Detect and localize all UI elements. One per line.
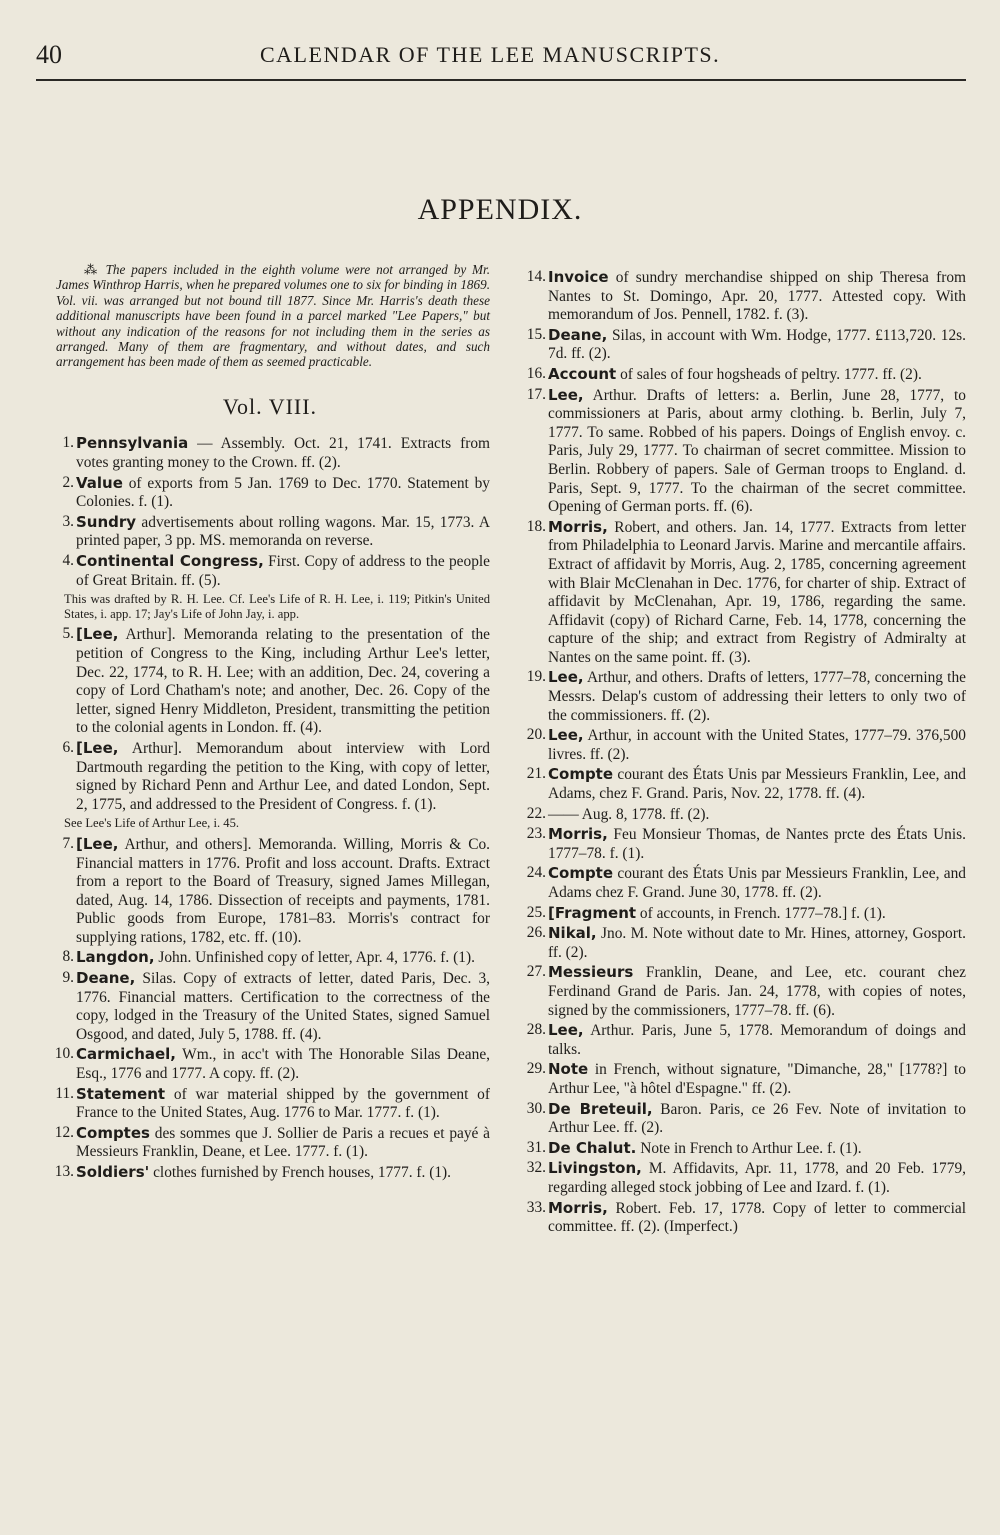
entry-text: — Assembly. Oct. 21, 1741. Extracts from votes granting money to the Crown. ff. (2). — [76, 435, 490, 472]
list-item — [522, 1100, 966, 1138]
entry-text: Note in French to Arthur Lee. f. (1). — [636, 1139, 862, 1157]
list-item — [50, 1045, 490, 1083]
entry-text: des sommes que J. Sollier de Paris a recues et payé à Messieurs Franklin, Deane, et Lee. 1777. f. (1). — [76, 1124, 490, 1161]
entry-number: 10. — [54, 1045, 74, 1063]
entry-heading: Soldiers' — [76, 1163, 150, 1181]
list-item — [522, 864, 966, 902]
entry-heading: Livingston, — [548, 1159, 642, 1178]
intro-note: ⁂ The papers included in the eighth volume were not arranged by Mr. James Winthrop Harris, when he prepared volumes one to six for binding in 1869. Vol. vii. was arranged but not bound till 1877. Since Mr. Harris's death these additional manuscripts have been found in a parcel marked "Lee Papers," but without any indication of the reasons for not including them in the series as arranged. Many of them are fragmentary, and without dates, and such arrangement has been made of them as seemed practicable. — [56, 262, 490, 370]
entry-heading: Value — [76, 473, 123, 492]
entry-number: 14. — [526, 268, 546, 285]
entry-number: 3. — [62, 512, 74, 530]
entry-heading: Deane, — [76, 969, 136, 988]
entry-text: Wm., in acc't with The Honorable Silas Deane, Esq., 1776 and 1777. A copy. ff. (2). — [76, 1046, 490, 1083]
list-item — [522, 924, 966, 962]
entry-number: 5. — [62, 625, 74, 643]
entry-text: Arthur, and others. Drafts of letters, 1777–78, concerning the Messrs. Delap's custom of addressing their letters to only two of the commissioners. ff. (2). — [548, 669, 966, 724]
entry-text: advertisements about rolling wagons. Mar. 15, 1773. A printed paper, 3 pp. MS. memoranda on reverse. — [76, 513, 490, 550]
entry-heading: Messieurs — [548, 963, 634, 982]
entry-text: John. Unfinished copy of letter, Apr. 4, 1776. f. (1). — [154, 949, 475, 967]
entry-text: clothes furnished by French houses, 1777. f. (1). — [149, 1164, 452, 1181]
list-item — [522, 518, 966, 668]
list-item — [50, 434, 490, 472]
entry-heading: [Lee, — [76, 834, 119, 853]
entry-text: M. Affidavits, Apr. 11, 1778, and 20 Feb. 1779, regarding alleged stock jobbing of Lee and Izard. f. (1). — [548, 1160, 966, 1196]
list-item — [522, 1159, 966, 1197]
list-item — [50, 625, 490, 738]
entry-heading: [Fragment — [548, 903, 637, 922]
entry-number: 8. — [62, 948, 74, 966]
entry-heading: Note — [548, 1060, 589, 1079]
list-item — [522, 726, 966, 764]
list-item — [522, 268, 966, 325]
entry-text: in French, without signature, "Dimanche, 28," [1778?] to Arthur Lee, "à hôtel d'Espagne." ff. (2). — [548, 1061, 966, 1097]
entry-text: Robert. Feb. 17, 1778. Copy of letter to commercial committee. ff. (2). (Imperfect.) — [548, 1199, 966, 1236]
list-item — [50, 552, 490, 590]
entry-number: 33. — [526, 1198, 546, 1216]
entry-number: 9. — [62, 969, 74, 987]
entry-number: 23. — [526, 825, 546, 843]
list-item — [522, 825, 966, 863]
entry-heading: Langdon, — [76, 948, 155, 967]
entry-text: Robert, and others. Jan. 14, 1777. Extracts from letter from Philadelphia to Leonard Jarvis. Marine and mercantile affairs. Extract of affidavit by Morris, Aug. 2, 1785, concerning agreement with Blair McClenahan in Dec. 1776, for charter of ship. Extract of affidavit by McClenahan, Apr. 19, 1786, regarding the same. Affidavit (copy) of Richard Carne, Feb. 14, 1778, concerning the capture of the ship; and extract from Registry of Admiralty at Nantes on the same point. ff. (3). — [548, 518, 966, 666]
entry-number: 20. — [526, 726, 546, 744]
entry-number: 25. — [526, 903, 546, 921]
entry-number: 13. — [54, 1163, 74, 1180]
entry-text: of accounts, in French. 1777–78.] f. (1). — [636, 904, 886, 922]
entry-number: 16. — [526, 364, 546, 382]
entry-heading: Carmichael, — [76, 1045, 177, 1064]
entry-number: 6. — [62, 738, 74, 756]
entry-number: 2. — [62, 473, 74, 491]
right-column — [522, 268, 966, 1238]
appendix-title: APPENDIX. — [417, 193, 583, 226]
entry-number: 31. — [526, 1138, 546, 1156]
entry-note: This was drafted by R. H. Lee. Cf. Lee's Life of R. H. Lee, i. 119; Pitkin's United States, i. app. 17; Jay's Life of John Jay, i. app. — [64, 592, 490, 621]
entry-number: 24. — [526, 864, 546, 882]
list-item — [50, 969, 490, 1044]
entry-text: Arthur. Drafts of letters: a. Berlin, June 28, 1777, to commissioners at Paris, about army clothing. b. Berlin, July 7, 1777. To same. Robbed of his papers. Doings of English envoy. c. Paris, July 29, 1777. To chairman of secret committee. Mission to Berlin. Robbery of papers. Sale of German troops to England. d. Paris, Sept. 9, 1777. To the chairman of the secret committee. Opening of German ports. ff. (6). — [548, 386, 966, 516]
list-item — [522, 1021, 966, 1059]
entry-text: Feu Monsieur Thomas, de Nantes prcte des États Unis. 1777–78. f. (1). — [548, 826, 966, 862]
entry-number: 4. — [62, 552, 74, 569]
entry-text: Arthur]. Memorandum about interview with Lord Dartmouth regarding the petition to the King, with copy of letter, signed by Richard Penn and Arthur Lee, and dated London, Sept. 2, 1775, and addressed to the President of Congress. f. (1). — [76, 739, 490, 813]
entry-text: of sundry merchandise shipped on ship Theresa from Nantes to St. Domingo, Apr. 20, 1777. Attested copy. With memorandum of Jos. Pennell, 1782. f. (3). — [548, 269, 966, 324]
entry-heading: Sundry — [76, 512, 137, 531]
entry-number: 11. — [55, 1084, 74, 1102]
entry-number: 29. — [526, 1060, 546, 1078]
header-rule — [36, 79, 966, 81]
list-item — [50, 948, 490, 968]
list-item — [522, 1060, 966, 1098]
entry-number: 21. — [526, 765, 546, 783]
entry-number: 27. — [526, 963, 546, 981]
list-item — [50, 1124, 490, 1162]
entry-text: Silas, in account with Wm. Hodge, 1777. £113,720. 12s. 7d. ff. (2). — [548, 326, 966, 363]
list-item — [522, 668, 966, 725]
list-item — [50, 1163, 490, 1183]
entry-heading: Account — [548, 364, 617, 383]
entry-number: 17. — [526, 385, 546, 403]
entry-text: —— Aug. 8, 1778. ff. (2). — [548, 805, 710, 823]
entry-heading: Morris, — [548, 517, 608, 536]
page-header — [36, 40, 966, 74]
entry-text: Arthur. Paris, June 5, 1778. Memorandum of doings and talks. — [548, 1022, 966, 1058]
list-item — [522, 386, 966, 517]
entry-number: 12. — [54, 1123, 74, 1141]
entry-heading: Pennsylvania — [76, 434, 189, 453]
entry-heading: Compte — [548, 864, 614, 883]
entry-text: courant des États Unis par Messieurs Franklin, Lee, and Adams, chez F. Grand. Paris, Nov. 22, 1778. ff. (4). — [548, 766, 966, 803]
entry-heading: De Chalut. — [548, 1138, 637, 1157]
entry-number: 30. — [526, 1099, 546, 1117]
entry-heading: Compte — [548, 765, 614, 784]
volume-title: Vol. VIII. — [222, 393, 318, 419]
entry-heading: Lee, — [548, 726, 584, 745]
entry-heading: Comptes — [76, 1123, 150, 1142]
entry-number: 32. — [526, 1159, 546, 1177]
list-item — [522, 765, 966, 803]
list-item — [522, 904, 966, 924]
entry-text: of sales of four hogsheads of peltry. 1777. ff. (2). — [616, 365, 922, 383]
list-item — [50, 474, 490, 512]
left-column — [50, 262, 490, 1184]
entry-heading: Lee, — [548, 385, 584, 404]
entry-number: 1. — [62, 434, 74, 452]
list-item — [522, 326, 966, 364]
entry-heading: Deane, — [548, 325, 608, 344]
list-item — [50, 1085, 490, 1123]
entry-number: 22. — [526, 804, 546, 822]
entry-heading: Nikal, — [548, 924, 597, 943]
entry-text: Silas. Copy of extracts of letter, dated Paris, Dec. 3, 1776. Financial matters. Certification to the correctness of the copy, lodged in the Treasury of the United States, signed Samuel Osgood, and dated, July 5, 1788. ff. (4). — [76, 970, 490, 1043]
entry-text: Jno. M. Note without date to Mr. Hines, attorney, Gosport. ff. (2). — [548, 925, 966, 961]
entry-text: Arthur, and others]. Memoranda. Willing, Morris & Co. Financial matters in 1776. Profit and loss account. Drafts. Extract from a report to the Board of Treasury, signed James Millegan, dated, Aug. 14, 1786. Dissection of receipts and payments, 1781. Public goods from Europe, 1781–83. Morris's contract for supplying rations, 1782, etc. ff. (10). — [76, 835, 490, 946]
list-item — [522, 805, 966, 825]
entry-text: of exports from 5 Jan. 1769 to Dec. 1770. Statement by Colonies. f. (1). — [76, 474, 490, 511]
entry-heading: [Lee, — [76, 625, 119, 644]
entry-text: First. Copy of address to the people of Great Britain. ff. (5). — [76, 553, 490, 589]
list-item — [50, 739, 490, 814]
entry-number: 28. — [526, 1021, 546, 1039]
entry-text: courant des États Unis par Messieurs Franklin, Lee, and Adams chez F. Grand. June 30, 1778. ff. (2). — [548, 865, 966, 901]
entry-heading: Continental Congress, — [76, 552, 264, 570]
entry-number: 19. — [526, 668, 546, 686]
entry-text: of war material shipped by the government of France to the United States, Aug. 1776 to Mar. 1777. f. (1). — [76, 1085, 490, 1122]
entry-number: 15. — [526, 325, 546, 343]
entry-number: 7. — [62, 834, 74, 852]
entry-number: 18. — [526, 517, 546, 535]
page-number: 40 — [36, 40, 62, 69]
entry-heading: Invoice — [548, 268, 609, 286]
entry-text: Baron. Paris, ce 26 Fev. Note of invitation to Arthur Lee. ff. (2). — [548, 1100, 967, 1137]
entry-heading: Lee, — [548, 1021, 584, 1040]
entry-note: See Lee's Life of Arthur Lee, i. 45. — [64, 816, 240, 831]
entry-heading: Statement — [76, 1084, 166, 1103]
list-item — [522, 365, 966, 385]
list-item — [50, 513, 490, 551]
list-item — [522, 1199, 966, 1237]
entry-text: Arthur]. Memoranda relating to the presentation of the petition of Congress to the King, including Arthur Lee's letter, Dec. 22, 1774, to R. H. Lee; with an addition, Dec. 24, covering a copy of Lord Chatham's note; and another, Dec. 26. Copy of the letter, signed Henry Middleton, President, transmitting the petition to the colonial agents in London. ff. (4). — [76, 626, 490, 737]
entry-text: Franklin, Deane, and Lee, etc. courant chez Ferdinand Grand de Paris. Jan. 24, 1778, with copies of notes, signed by the commissioners, 1777–78. ff. (6). — [548, 964, 966, 1019]
entry-heading: [Lee, — [76, 738, 119, 757]
entry-text: Arthur, in account with the United States, 1777–79. 376,500 livres. ff. (2). — [548, 727, 966, 763]
entry-heading: Lee, — [548, 668, 584, 687]
entry-heading: Morris, — [548, 825, 608, 844]
entry-heading: De Breteuil, — [548, 1099, 653, 1118]
entry-number: 26. — [526, 924, 546, 942]
entry-heading: Morris, — [548, 1198, 608, 1217]
list-item — [522, 963, 966, 1020]
running-title: CALENDAR OF THE LEE MANUSCRIPTS. — [260, 42, 721, 67]
list-item — [522, 1139, 966, 1159]
list-item — [50, 835, 490, 948]
